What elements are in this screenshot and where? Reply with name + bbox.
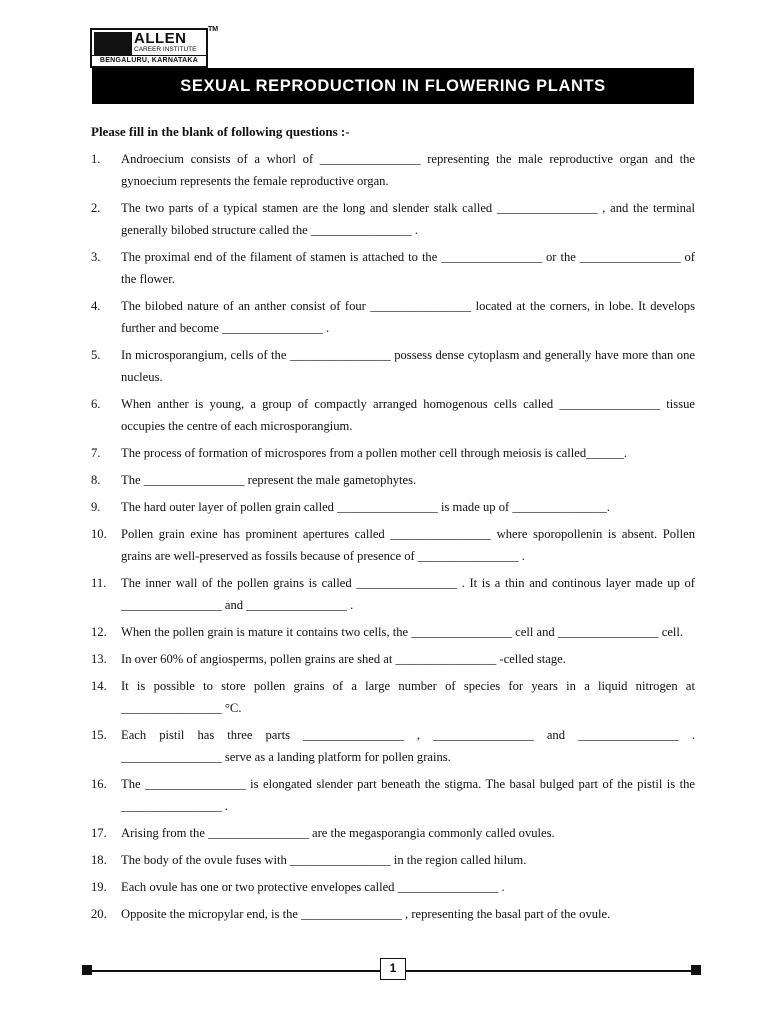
question-text: When anther is young, a group of compactly arranged homogenous cells called ________________ tissue occupies the centre of each microsporangium.	[121, 397, 695, 433]
question-number: 3.	[91, 250, 101, 264]
question-number: 8.	[91, 473, 101, 487]
question-item	[91, 903, 695, 925]
question-number: 1.	[91, 152, 101, 166]
question-item	[91, 393, 695, 437]
question-text: The body of the ovule fuses with ________________ in the region called hilum.	[121, 853, 527, 867]
question-list	[91, 148, 695, 930]
question-number: 12.	[91, 625, 107, 639]
question-number: 19.	[91, 880, 107, 894]
logo-trademark: TM	[208, 26, 219, 33]
question-number: 16.	[91, 777, 107, 791]
question-item	[91, 876, 695, 898]
instruction-text: Please fill in the blank of following questions :-	[91, 124, 350, 139]
question-text: Opposite the micropylar end, is the ________________ , representing the basal part of the ovule.	[121, 907, 611, 921]
question-item	[91, 469, 695, 491]
question-number: 9.	[91, 500, 101, 514]
question-text: The ________________ is elongated slender part beneath the stigma. The basal bulged part of the pistil is the ________________ .	[121, 777, 695, 813]
question-item	[91, 295, 695, 339]
question-number: 17.	[91, 826, 107, 840]
question-text: The bilobed nature of an anther consist of four ________________ located at the corners, in lobe. It develops further and become ________________ .	[121, 299, 695, 335]
question-item	[91, 572, 695, 616]
question-number: 7.	[91, 446, 101, 460]
question-item	[91, 148, 695, 192]
question-item	[91, 648, 695, 670]
question-item	[91, 442, 695, 464]
question-item	[91, 197, 695, 241]
question-item	[91, 773, 695, 817]
logo-emblem-icon	[94, 32, 132, 56]
question-number: 14.	[91, 679, 107, 693]
question-item	[91, 621, 695, 643]
logo-subtitle: CAREER INSTITUTE	[134, 46, 197, 53]
question-text: The process of formation of microspores from a pollen mother cell through meiosis is called______.	[121, 446, 628, 460]
question-number: 15.	[91, 728, 107, 742]
question-text: The ________________ represent the male gametophytes.	[121, 473, 417, 487]
question-number: 11.	[91, 576, 107, 590]
question-text: The two parts of a typical stamen are the long and slender stalk called ________________ , and the terminal generally bilobed structure called the ________________ .	[121, 201, 695, 237]
question-text: When the pollen grain is mature it contains two cells, the ________________ cell and ________________ cell.	[121, 625, 684, 639]
question-number: 10.	[91, 527, 107, 541]
question-text: Each pistil has three parts ________________ , ________________ and ________________ . ________________ serve as a landing platform for pollen grains.	[121, 728, 695, 764]
question-text: Pollen grain exine has prominent apertures called ________________ where sporopollenin is absent. Pollen grains are well-preserved as fossils because of presence of ________________ .	[121, 527, 695, 563]
question-item	[91, 822, 695, 844]
logo-name: ALLEN	[134, 30, 187, 47]
question-text: The hard outer layer of pollen grain called ________________ is made up of _______________.	[121, 500, 610, 514]
question-number: 5.	[91, 348, 101, 362]
logo-city: BENGALURU, KARNATAKA	[92, 55, 206, 66]
question-text: In microsporangium, cells of the ________________ possess dense cytoplasm and generally have more than one nucleus.	[121, 348, 695, 384]
question-text: Each ovule has one or two protective envelopes called ________________ .	[121, 880, 505, 894]
question-text: Androecium consists of a whorl of ________________ representing the male reproductive organ and the gynoecium represents the female reproductive organ.	[121, 152, 695, 188]
question-text: The inner wall of the pollen grains is called ________________ . It is a thin and continous layer made up of ________________ and ________________ .	[121, 576, 695, 612]
question-item	[91, 496, 695, 518]
question-number: 2.	[91, 201, 101, 215]
question-text: In over 60% of angiosperms, pollen grains are shed at ________________ -celled stage.	[121, 652, 566, 666]
question-item	[91, 724, 695, 768]
question-text: The proximal end of the filament of stamen is attached to the ________________ or the ________________ of the flower.	[121, 250, 695, 286]
allen-logo	[90, 28, 208, 68]
question-text: It is possible to store pollen grains of a large number of species for years in a liquid nitrogen at ________________ °C.	[121, 679, 695, 715]
question-item	[91, 849, 695, 871]
question-number: 4.	[91, 299, 101, 313]
question-number: 20.	[91, 907, 107, 921]
footer-right-square-icon	[691, 965, 701, 975]
question-item	[91, 344, 695, 388]
question-number: 6.	[91, 397, 101, 411]
question-item	[91, 246, 695, 290]
question-item	[91, 675, 695, 719]
page-number: 1	[380, 958, 406, 980]
footer-left-square-icon	[82, 965, 92, 975]
question-number: 18.	[91, 853, 107, 867]
question-text: Arising from the ________________ are the megasporangia commonly called ovules.	[121, 826, 555, 840]
question-number: 13.	[91, 652, 107, 666]
question-item	[91, 523, 695, 567]
page-title: SEXUAL REPRODUCTION IN FLOWERING PLANTS	[92, 68, 694, 104]
